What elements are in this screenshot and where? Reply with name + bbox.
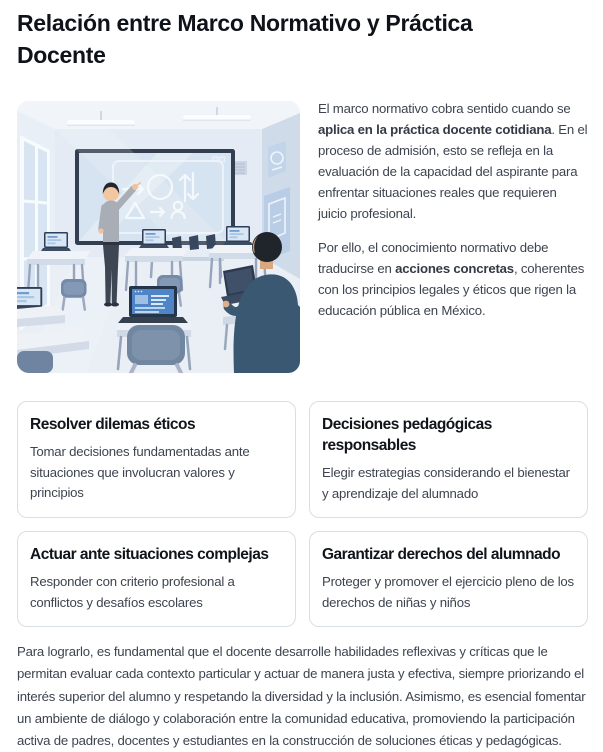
closing-paragraph: Para lograrlo, es fundamental que el docente desarrolle habilidades reflexivas y críticas que le permitan evaluar cada contexto particular y actuar de manera justa y efectiva, siempre priorizando el interés superior del alumno y respetando la diversidad y la inclusión. Asimismo, es esencial fomentar un ambiente de diálogo y colaboración entre la comunidad educativa, promoviendo la participación activa de padres, docentes y estudiantes en la construcción de soluciones éticas y pedagógicas. (17, 644, 586, 749)
card-decisiones-pedagogicas (309, 401, 588, 518)
classroom-illustration-svg (17, 101, 300, 373)
card-title: Garantizar derechos del alumnado (322, 546, 561, 563)
card-resolver-dilemas (17, 401, 296, 518)
intro-p1-bold: aplica en la práctica docente cotidiana (318, 122, 552, 137)
vent (233, 161, 247, 175)
intro-paragraph-1 (318, 98, 588, 224)
card-description: Proteger y promover el ejercicio pleno de los derechos de niñas y niños (322, 574, 574, 610)
intro-p1-post: . En el proceso de admisión, esto se refleja en la evaluación de la capacidad del aspirante para enfrentar situaciones reales que requieren juicio profesional. (318, 122, 588, 221)
card-description: Tomar decisiones fundamentadas ante situaciones que involucran valores y principios (30, 444, 250, 500)
classroom-illustration (17, 101, 300, 373)
intro-p2-post: , coherentes con los principios legales y éticos que rigen la educación pública en México. (318, 261, 585, 318)
card-description: Elegir estrategias considerando el bienestar y aprendizaje del alumnado (322, 465, 570, 501)
competency-cards (17, 401, 588, 627)
card-description: Responder con criterio profesional a conflictos y desafíos escolares (30, 574, 235, 610)
intro-p1-pre: El marco normativo cobra sentido cuando se (318, 101, 571, 116)
card-situaciones-complejas (17, 531, 296, 627)
hero-section (17, 101, 588, 373)
card-title: Actuar ante situaciones complejas (30, 546, 269, 563)
ceiling (17, 101, 300, 129)
card-title: Decisiones pedagógicas responsables (322, 416, 492, 454)
page-title: Relación entre Marco Normativo y Práctica Docente (17, 10, 473, 68)
card-derechos-alumnado (309, 531, 588, 627)
intro-paragraph-2 (318, 237, 588, 321)
intro-text-column (318, 101, 588, 334)
intro-p2-pre: Por ello, el conocimiento normativo debe traducirse en (318, 240, 549, 276)
intro-p2-bold: acciones concretas (395, 261, 514, 276)
card-title: Resolver dilemas éticos (30, 416, 196, 433)
